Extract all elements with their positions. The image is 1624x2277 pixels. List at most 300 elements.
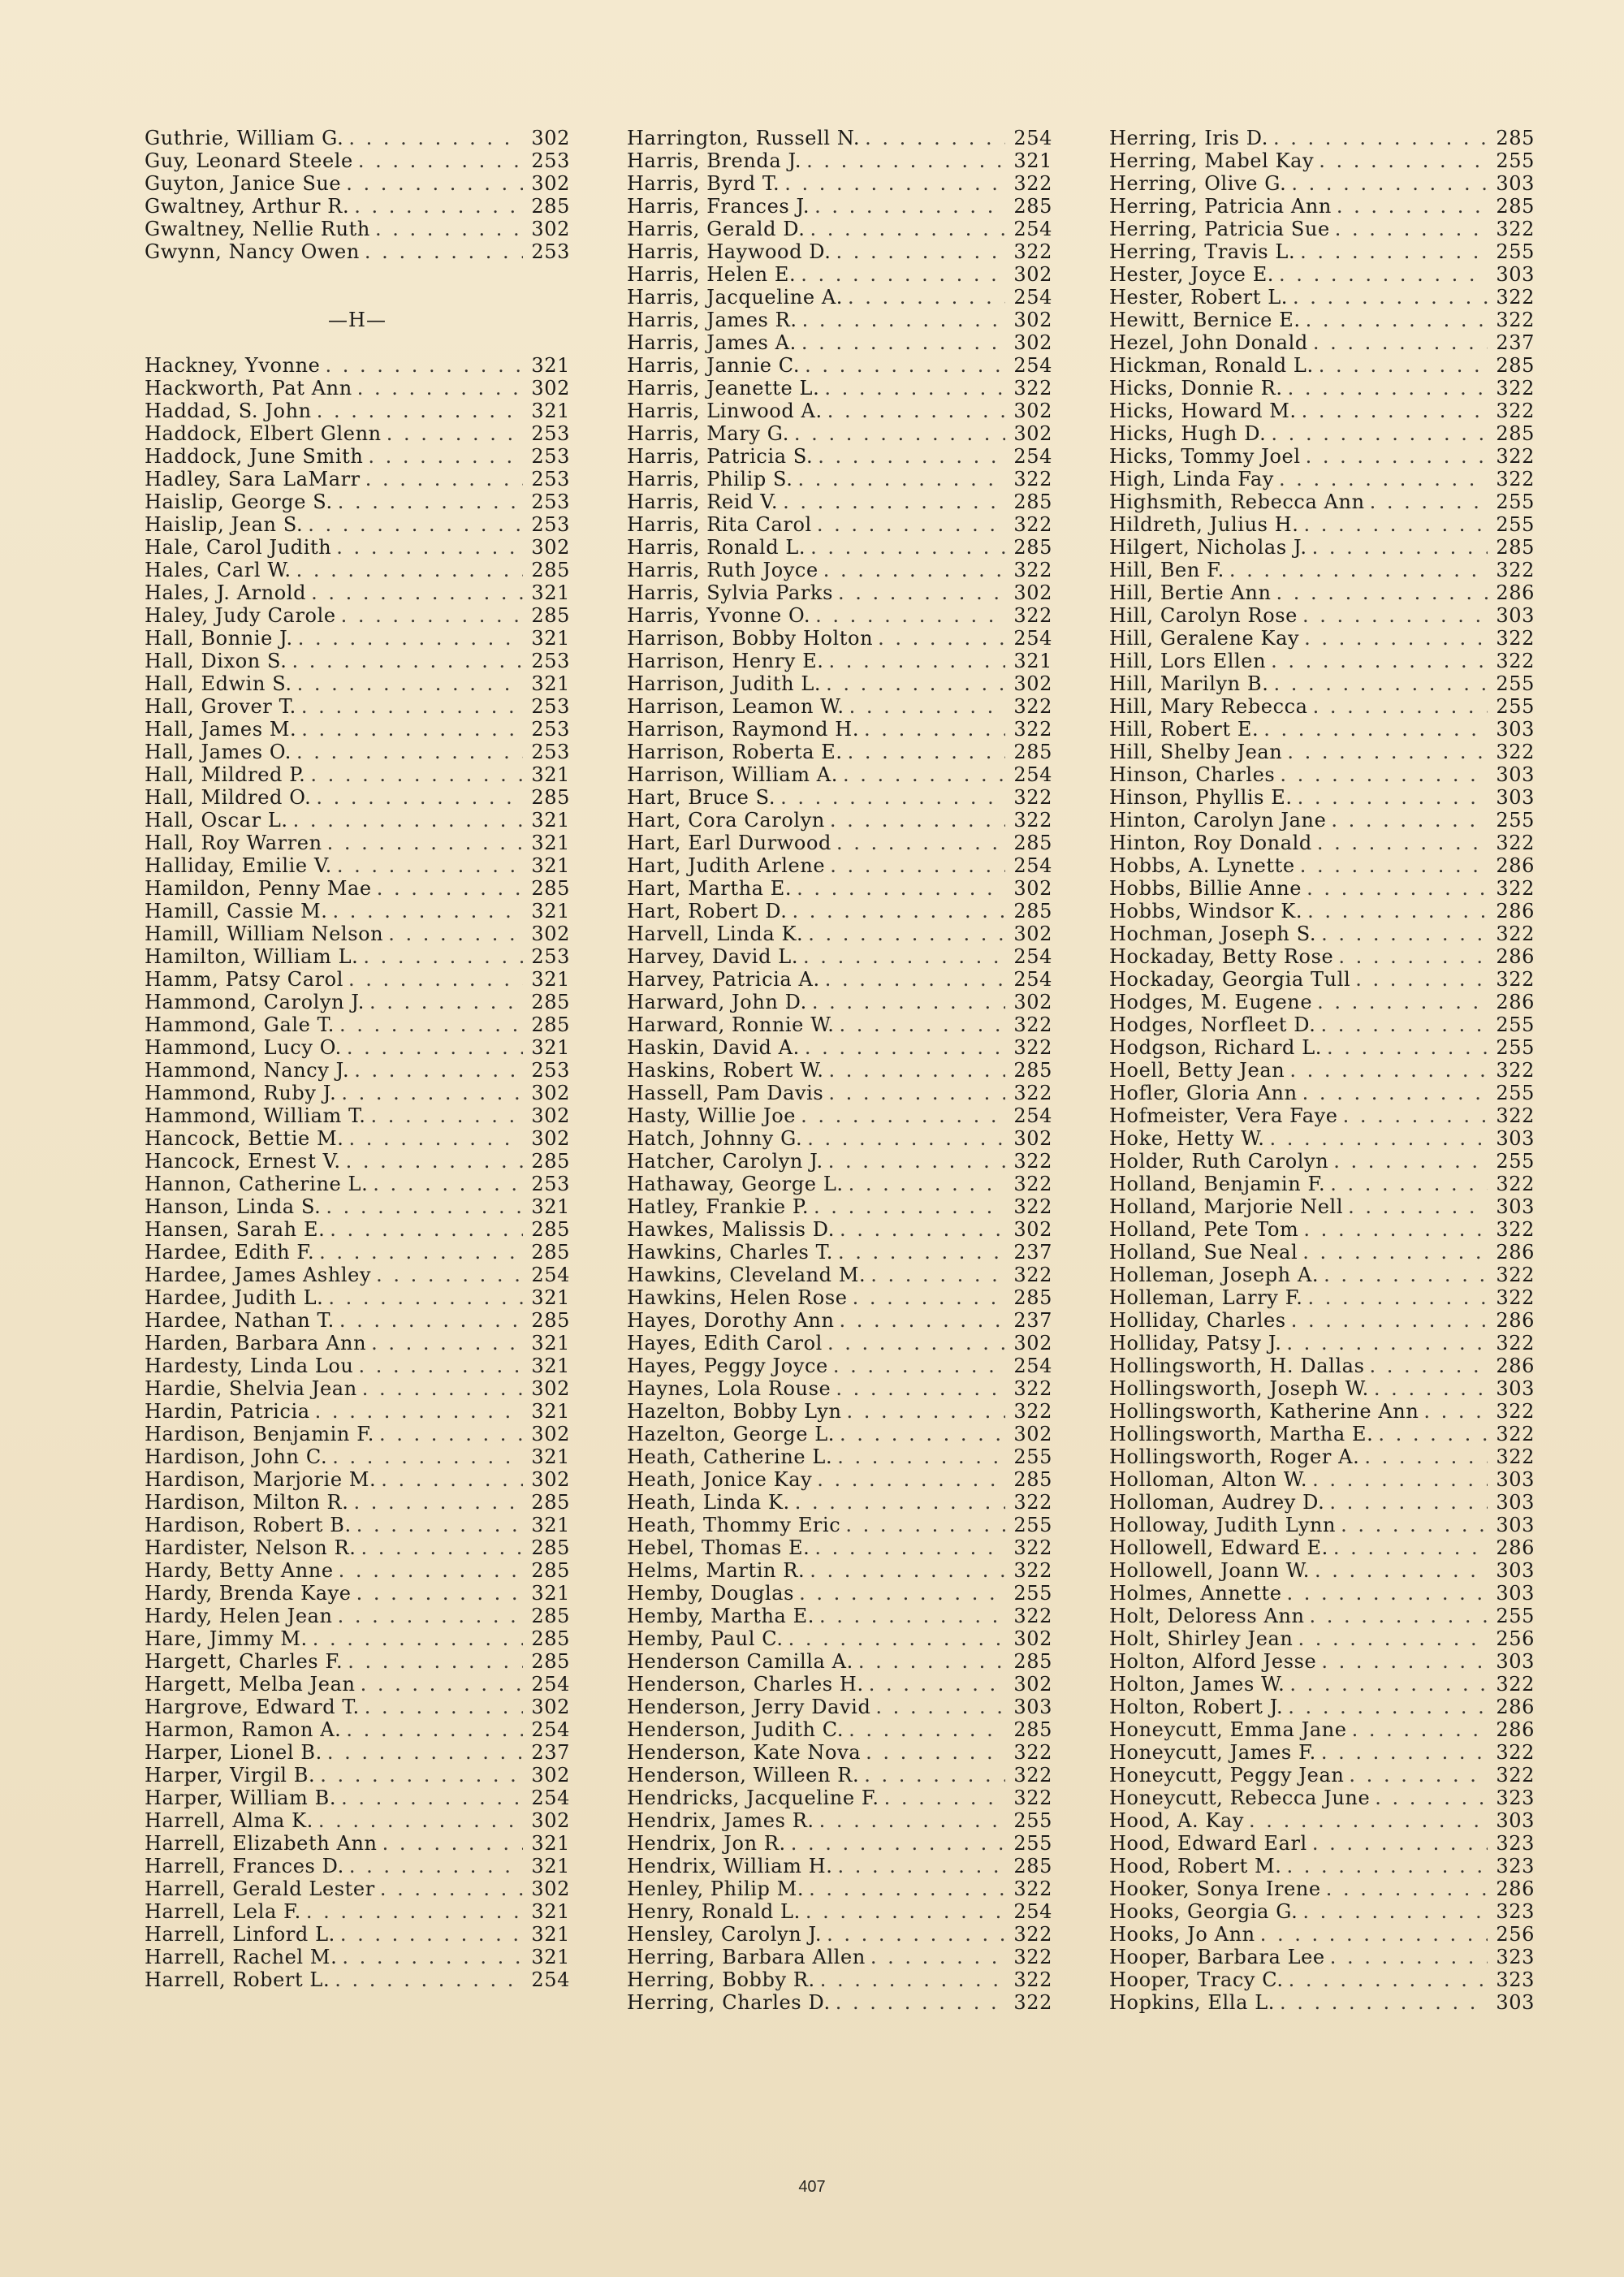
entry-page-number: 322 [1013,1491,1052,1514]
entry-name: Holder, Ruth Carolyn [1109,1150,1329,1173]
spacer [145,263,570,286]
index-entry [1109,718,1535,741]
dot-leader [349,1855,523,1877]
entry-name: Hawkins, Helen Rose [627,1286,848,1309]
index-entry [627,945,1052,968]
entry-page-number: 254 [1013,1104,1052,1127]
dot-leader [327,1741,524,1764]
dot-leader [388,922,523,945]
entry-name: Hofler, Gloria Ann [1109,1082,1298,1104]
entry-page-number: 253 [531,741,570,763]
entry-name: Hammond, Lucy O. [145,1036,342,1059]
index-entry [627,1809,1052,1832]
entry-page-number: 253 [531,468,570,490]
index-entry [627,1218,1052,1241]
entry-name: Hood, Robert M. [1109,1855,1282,1877]
dot-leader [1330,1173,1488,1195]
entry-page-number: 323 [1496,1968,1535,1991]
index-entry [145,1741,570,1764]
entry-page-number: 255 [1496,695,1535,718]
index-entry [1109,786,1535,809]
dot-leader [1287,1582,1488,1605]
entry-page-number: 285 [531,559,570,581]
dot-leader [298,627,524,650]
entry-page-number: 285 [531,1491,570,1514]
entry-page-number: 303 [1496,1991,1535,2014]
entry-name: Harper, Virgil B. [145,1764,316,1787]
index-entry [627,650,1052,672]
dot-leader [853,1286,1006,1309]
dot-leader [1423,1400,1488,1423]
entry-name: Harward, Ronnie W. [627,1013,835,1036]
entry-name: Haislip, George S. [145,490,333,513]
index-entry [627,149,1052,172]
dot-leader [1300,854,1488,877]
entry-page-number: 302 [1013,991,1052,1013]
entry-name: Hardy, Betty Anne [145,1559,334,1582]
index-entry [627,1605,1052,1627]
dot-leader [1333,1150,1488,1173]
dot-leader [828,1150,1006,1173]
index-entry [1109,1877,1535,1900]
dot-leader [1374,1377,1488,1400]
entry-page-number: 322 [1496,922,1535,945]
entry-name: Harrison, Raymond H. [627,718,860,741]
entry-page-number: 255 [1496,1150,1535,1173]
entry-name: Holliday, Patsy J. [1109,1332,1282,1355]
dot-leader [373,1173,523,1195]
index-entry [145,1696,570,1718]
entry-name: Harris, Ruth Joyce [627,559,818,581]
dot-leader [819,1605,1005,1627]
entry-page-number: 302 [1013,422,1052,445]
entry-name: Henry, Ronald L. [627,1900,801,1923]
entry-name: Heath, Jonice Kay [627,1468,813,1491]
index-entry [1109,650,1535,672]
dot-leader [335,1968,523,1991]
dot-leader [1324,1264,1488,1286]
entry-page-number: 255 [1013,1809,1052,1832]
dot-leader [1313,695,1488,718]
entry-page-number: 255 [1496,240,1535,263]
dot-leader [827,400,1006,422]
entry-name: Henderson, Charles H. [627,1673,864,1696]
dot-leader [1288,1696,1488,1718]
entry-page-number: 322 [1013,695,1052,718]
dot-leader [347,1036,524,1059]
entry-name: Harper, William B. [145,1787,337,1809]
index-entry [145,490,570,513]
index-entry [1109,627,1535,650]
index-entry [145,240,570,263]
index-entry [1109,1741,1535,1764]
entry-page-number: 322 [1013,468,1052,490]
index-entry [145,536,570,559]
dot-leader [1302,1082,1488,1104]
dot-leader [1249,1809,1488,1832]
dot-leader [792,900,1005,922]
entry-page-number: 302 [531,1377,570,1400]
entry-name: Harris, Haywood D. [627,240,831,263]
entry-name: Harrell, Linford L. [145,1923,335,1946]
entry-name: Herring, Olive G. [1109,172,1287,195]
index-entry [627,1673,1052,1696]
entry-name: Harris, Yvonne O. [627,604,811,627]
entry-page-number: 285 [1013,1468,1052,1491]
entry-page-number: 286 [1496,1241,1535,1264]
entry-name: Hall, Mildred P. [145,763,306,786]
dot-leader [362,1377,524,1400]
entry-name: Harris, Byrd T. [627,172,780,195]
entry-page-number: 254 [531,1264,570,1286]
entry-page-number: 256 [1496,1627,1535,1650]
entry-name: Hales, Carl W. [145,559,292,581]
index-entry [145,604,570,627]
entry-page-number: 285 [531,991,570,1013]
entry-name: Hooker, Sonya Irene [1109,1877,1321,1900]
index-entry [627,1150,1052,1173]
entry-page-number: 322 [1496,968,1535,991]
index-entry [627,695,1052,718]
index-entry [145,400,570,422]
index-entry [627,513,1052,536]
index-entry [627,1991,1052,2014]
dot-leader [327,832,524,854]
dot-leader [337,854,524,877]
index-entry [627,1946,1052,1968]
dot-leader [1280,1991,1488,2014]
column-3-entries [1109,127,1535,2014]
entry-name: Hazelton, Bobby Lyn [627,1400,842,1423]
index-entry [145,1173,570,1195]
dot-leader [376,1264,523,1286]
entry-name: Hall, Grover T. [145,695,296,718]
dot-leader [319,1241,523,1264]
entry-name: Harris, James R. [627,309,797,331]
index-entry [627,490,1052,513]
dot-leader [865,127,1005,149]
entry-page-number: 303 [1013,1696,1052,1718]
index-entry [1109,354,1535,377]
index-entry [1109,331,1535,354]
index-entry [1109,1696,1535,1718]
entry-page-number: 303 [1496,1559,1535,1582]
index-entry [1109,1286,1535,1309]
index-entry [627,559,1052,581]
entry-name: Hamm, Patsy Carol [145,968,344,991]
index-entry [1109,1036,1535,1059]
entry-name: Hensley, Carolyn J. [627,1923,823,1946]
index-entry [1109,1650,1535,1673]
dot-leader [346,1150,524,1173]
entry-page-number: 321 [531,1355,570,1377]
index-entry [627,968,1052,991]
dot-leader [293,809,524,832]
entry-name: Harris, Mary G. [627,422,789,445]
dot-leader [341,1787,523,1809]
entry-page-number: 322 [1496,1741,1535,1764]
index-entry [627,377,1052,400]
entry-name: Hall, Dixon S. [145,650,287,672]
index-entry [145,832,570,854]
index-entry [145,1877,570,1900]
index-entry [145,1355,570,1377]
entry-name: Hill, Marilyn B. [1109,672,1269,695]
entry-page-number: 322 [1013,559,1052,581]
index-entry [1109,445,1535,468]
entry-name: Hall, Edwin S. [145,672,292,695]
entry-page-number: 322 [1496,1104,1535,1127]
index-entry [145,1059,570,1082]
entry-name: Hasty, Willie Joe [627,1104,797,1127]
dot-leader [1288,377,1488,400]
dot-leader [1343,1104,1488,1127]
entry-name: Holleman, Larry F. [1109,1286,1303,1309]
entry-page-number: 285 [1013,490,1052,513]
entry-page-number: 302 [1013,1218,1052,1241]
entry-page-number: 303 [1496,263,1535,286]
entry-name: Hales, J. Arnold [145,581,307,604]
entry-name: Hargett, Charles F. [145,1650,343,1673]
entry-page-number: 286 [1496,1877,1535,1900]
dot-leader [802,309,1006,331]
index-entry [145,1309,570,1332]
dot-leader [296,559,524,581]
index-entry [145,718,570,741]
entry-page-number: 253 [531,240,570,263]
dot-leader [387,422,524,445]
dot-leader [838,581,1005,604]
entry-page-number: 303 [1496,604,1535,627]
entry-name: Haddad, S. John [145,400,312,422]
entry-name: Holmes, Annette [1109,1582,1282,1605]
entry-page-number: 237 [1013,1309,1052,1332]
entry-name: Gwaltney, Nellie Ruth [145,218,370,240]
entry-name: Hamildon, Penny Mae [145,877,372,900]
entry-page-number: 322 [1496,627,1535,650]
index-entry [1109,513,1535,536]
entry-page-number: 253 [531,422,570,445]
index-entry [145,1468,570,1491]
entry-page-number: 322 [1496,832,1535,854]
entry-name: Heath, Linda K. [627,1491,790,1514]
entry-page-number: 302 [1013,1627,1052,1650]
column-2-entries [627,127,1052,2014]
entry-page-number: 303 [1496,172,1535,195]
entry-page-number: 302 [531,1468,570,1491]
entry-page-number: 255 [1496,1036,1535,1059]
entry-name: Hollowell, Joann W. [1109,1559,1310,1582]
index-entry [145,1923,570,1946]
entry-page-number: 254 [1013,445,1052,468]
entry-name: Hall, James M. [145,718,297,741]
index-entry [627,1764,1052,1787]
dot-leader [784,172,1005,195]
dot-leader [837,1445,1005,1468]
entry-name: Hooper, Tracy C. [1109,1968,1284,1991]
entry-name: Hopkins, Ella L. [1109,1991,1275,2014]
index-entry [145,445,570,468]
dot-leader [806,1900,1006,1923]
entry-name: Harrison, Bobby Holton [627,627,874,650]
entry-page-number: 303 [1496,1127,1535,1150]
dot-leader [339,1309,524,1332]
entry-page-number: 322 [1496,1423,1535,1445]
dot-leader [788,1627,1006,1650]
entry-page-number: 323 [1496,1787,1535,1809]
entry-name: Harrell, Elizabeth Ann [145,1832,378,1855]
index-entry [145,854,570,877]
entry-page-number: 255 [1013,1582,1052,1605]
dot-leader [1273,672,1488,695]
entry-name: Herring, Iris D. [1109,127,1269,149]
entry-name: Guthrie, William G. [145,127,344,149]
dot-leader [869,1673,1006,1696]
entry-name: Hobbs, A. Lynette [1109,854,1295,877]
entry-name: Hardy, Brenda Kaye [145,1582,352,1605]
index-entry [627,468,1052,490]
index-entry [1109,672,1535,695]
entry-name: Hemby, Martha E. [627,1605,815,1627]
entry-name: Hargrove, Edward T. [145,1696,360,1718]
entry-page-number: 303 [1496,1468,1535,1491]
entry-page-number: 321 [531,1514,570,1536]
entry-page-number: 322 [1013,1787,1052,1809]
entry-name: Hart, Judith Arlene [627,854,826,877]
index-entry [1109,127,1535,149]
dot-leader [1329,1491,1488,1514]
index-entry [627,218,1052,240]
entry-name: Henley, Philip M. [627,1877,805,1900]
index-entry [145,1286,570,1309]
entry-name: Helms, Martin R. [627,1559,806,1582]
entry-name: Harrison, Henry E. [627,650,824,672]
index-entry [627,991,1052,1013]
entry-name: Harris, Gerald D. [627,218,806,240]
index-entry [627,1832,1052,1855]
entry-page-number: 322 [1496,309,1535,331]
entry-name: Halliday, Emilie V. [145,854,332,877]
entry-name: Harris, Philip S. [627,468,793,490]
entry-page-number: 285 [1496,422,1535,445]
entry-page-number: 302 [531,1127,570,1150]
entry-name: Hood, Edward Earl [1109,1832,1307,1855]
index-entry [1109,1855,1535,1877]
entry-page-number: 322 [1496,286,1535,309]
index-entry [627,1127,1052,1150]
index-entry [1109,1468,1535,1491]
entry-name: Holloman, Alton W. [1109,1468,1308,1491]
entry-page-number: 285 [1013,1650,1052,1673]
entry-page-number: 322 [1013,604,1052,627]
index-entry [145,1764,570,1787]
dot-leader [848,286,1005,309]
index-entry [627,581,1052,604]
entry-name: Hannon, Catherine L. [145,1173,369,1195]
entry-page-number: 255 [1496,1013,1535,1036]
index-entry [145,1900,570,1923]
index-entry [1109,900,1535,922]
entry-page-number: 286 [1496,581,1535,604]
index-entry [627,1013,1052,1036]
entry-name: Hardee, Edith F. [145,1241,315,1264]
entry-name: Holton, Robert J. [1109,1696,1284,1718]
dot-leader [318,1809,524,1832]
entry-name: Hendrix, James R. [627,1809,814,1832]
index-entry [1109,991,1535,1013]
dot-leader [815,604,1005,627]
index-entry [145,1718,570,1741]
index-entry [1109,1605,1535,1627]
entry-page-number: 253 [531,149,570,172]
dot-leader [377,877,524,900]
entry-name: Hollingsworth, Katherine Ann [1109,1400,1419,1423]
dot-leader [1307,900,1488,922]
dot-leader [829,650,1006,672]
entry-page-number: 237 [1496,331,1535,354]
entry-name: Hester, Robert L. [1109,286,1288,309]
dot-leader [1291,172,1488,195]
dot-leader [1326,1877,1488,1900]
entry-page-number: 322 [1496,1264,1535,1286]
dot-leader [338,1605,524,1627]
entry-page-number: 322 [1496,1218,1535,1241]
entry-name: Henderson, Judith C. [627,1718,844,1741]
index-entry [1109,1127,1535,1150]
dot-leader [801,331,1006,354]
entry-name: Hoell, Betty Jean [1109,1059,1285,1082]
dot-leader [328,1286,523,1309]
index-entry [145,672,570,695]
entry-name: Hardison, Robert B. [145,1514,352,1536]
index-entry [145,1809,570,1832]
entry-page-number: 302 [1013,400,1052,422]
entry-name: Hargett, Melba Jean [145,1673,356,1696]
dot-leader [292,650,523,672]
index-entry [145,1241,570,1264]
index-entry [627,422,1052,445]
index-entry [1109,377,1535,400]
index-entry [145,559,570,581]
entry-name: Herring, Patricia Sue [1109,218,1330,240]
entry-page-number: 285 [1013,1718,1052,1741]
dot-leader [1306,445,1488,468]
entry-name: Holton, James W. [1109,1673,1285,1696]
index-entry [627,1400,1052,1423]
entry-page-number: 253 [531,490,570,513]
entry-name: Haskins, Robert W. [627,1059,824,1082]
entry-page-number: 285 [531,1559,570,1582]
entry-page-number: 321 [531,809,570,832]
entry-name: Hooks, Georgia G. [1109,1900,1298,1923]
index-entry [145,1605,570,1627]
entry-page-number: 322 [1496,1400,1535,1423]
entry-page-number: 322 [1496,400,1535,422]
entry-name: Harris, Jacqueline A. [627,286,844,309]
index-entry [1109,286,1535,309]
entry-name: Hickman, Ronald L. [1109,354,1314,377]
dot-leader [380,1877,524,1900]
dot-leader [840,1309,1006,1332]
dot-leader [1331,809,1488,832]
entry-name: Hall, James O. [145,741,292,763]
dot-leader [358,1355,523,1377]
entry-name: Haskin, David A. [627,1036,800,1059]
dot-leader [1302,1241,1488,1264]
dot-leader [801,263,1005,286]
index-entry [145,1036,570,1059]
index-entry [145,1582,570,1605]
